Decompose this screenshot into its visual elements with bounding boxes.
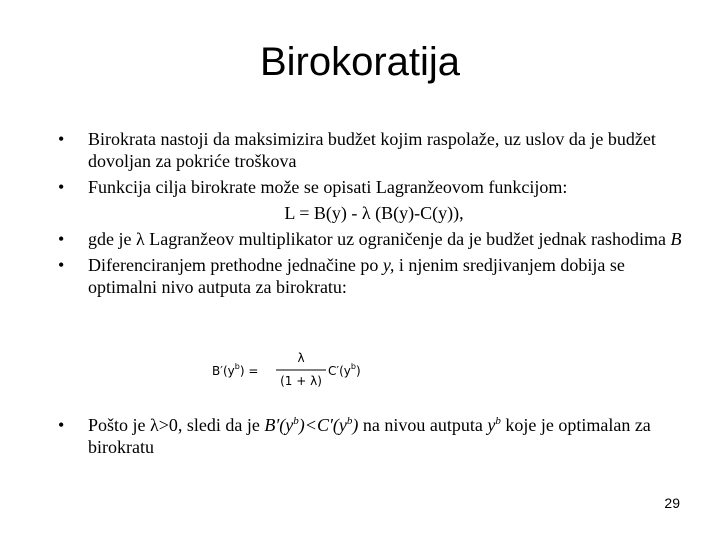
- bullet-text-part2: i njenim sredjivanjem dobija se optimalni nivo autputa za birokratu:: [88, 255, 625, 297]
- bullet-text-part1: Diferenciranjem prethodne jednačine po: [88, 255, 379, 275]
- variable-y: y,: [382, 255, 395, 275]
- svg-text:B′(yb) =: [212, 362, 258, 378]
- formula-graphic: [210, 346, 380, 392]
- svg-text:C′(yb): [328, 362, 361, 378]
- formula-lhs-sup: b: [234, 362, 240, 371]
- formula-numerator: λ: [297, 351, 305, 365]
- bullet-text-part3: koje je optimalan za birokratu: [88, 415, 651, 457]
- bullet-list-final: [58, 414, 690, 462]
- derivative-inequality: $B'(y^b)<C'(y^b)$: [264, 415, 359, 435]
- bullet-text-part1: Pošto je λ>0, sledi da je: [88, 415, 260, 435]
- optimal-output-formula: [210, 346, 380, 392]
- bullet-icon: •: [58, 177, 65, 197]
- lagrange-equation: L = B(y) - λ (B(y)-C(y)),: [284, 203, 464, 223]
- bullet-icon: •: [58, 229, 65, 249]
- bullet-item-4: [58, 254, 690, 298]
- bullet-text: Birokrata nastoji da maksimizira budžet kojim raspolaže, uz uslov da je budžet dovoljan za pokriće troškova: [88, 129, 656, 171]
- bullet-list: [58, 128, 690, 302]
- bullet-text: Funkcija cilja birokrate može se opisati Lagranžeovom funkcijom:: [88, 177, 568, 197]
- formula-denominator: (1 + λ): [280, 374, 322, 388]
- bullet-icon: •: [58, 129, 65, 149]
- formula-rhs: C′(y: [328, 364, 351, 378]
- formula-rhs-sup: b: [350, 362, 356, 371]
- variable-yb: $y^b$: [487, 415, 501, 435]
- bullet-text-part2: na nivou autputa: [362, 415, 483, 435]
- formula-rhs-end: ): [355, 364, 361, 378]
- formula-lhs: B′(y: [212, 364, 235, 378]
- bullet-icon: •: [58, 415, 65, 435]
- bullet-item-5: [58, 414, 690, 458]
- slide-title: Birokoratija: [259, 40, 461, 84]
- bullet-icon: •: [58, 255, 65, 275]
- bullet-item-2: [58, 176, 690, 198]
- bullet-item-1: [58, 128, 690, 172]
- bullet-text: gde je λ Lagranžeov multiplikator uz ograničenje da je budžet jednak rashodima: [88, 229, 667, 249]
- formula-lhs-end: ) =: [239, 364, 259, 378]
- page-number: 29: [664, 495, 680, 511]
- variable-b: B: [670, 229, 682, 249]
- bullet-item-3: [58, 228, 690, 250]
